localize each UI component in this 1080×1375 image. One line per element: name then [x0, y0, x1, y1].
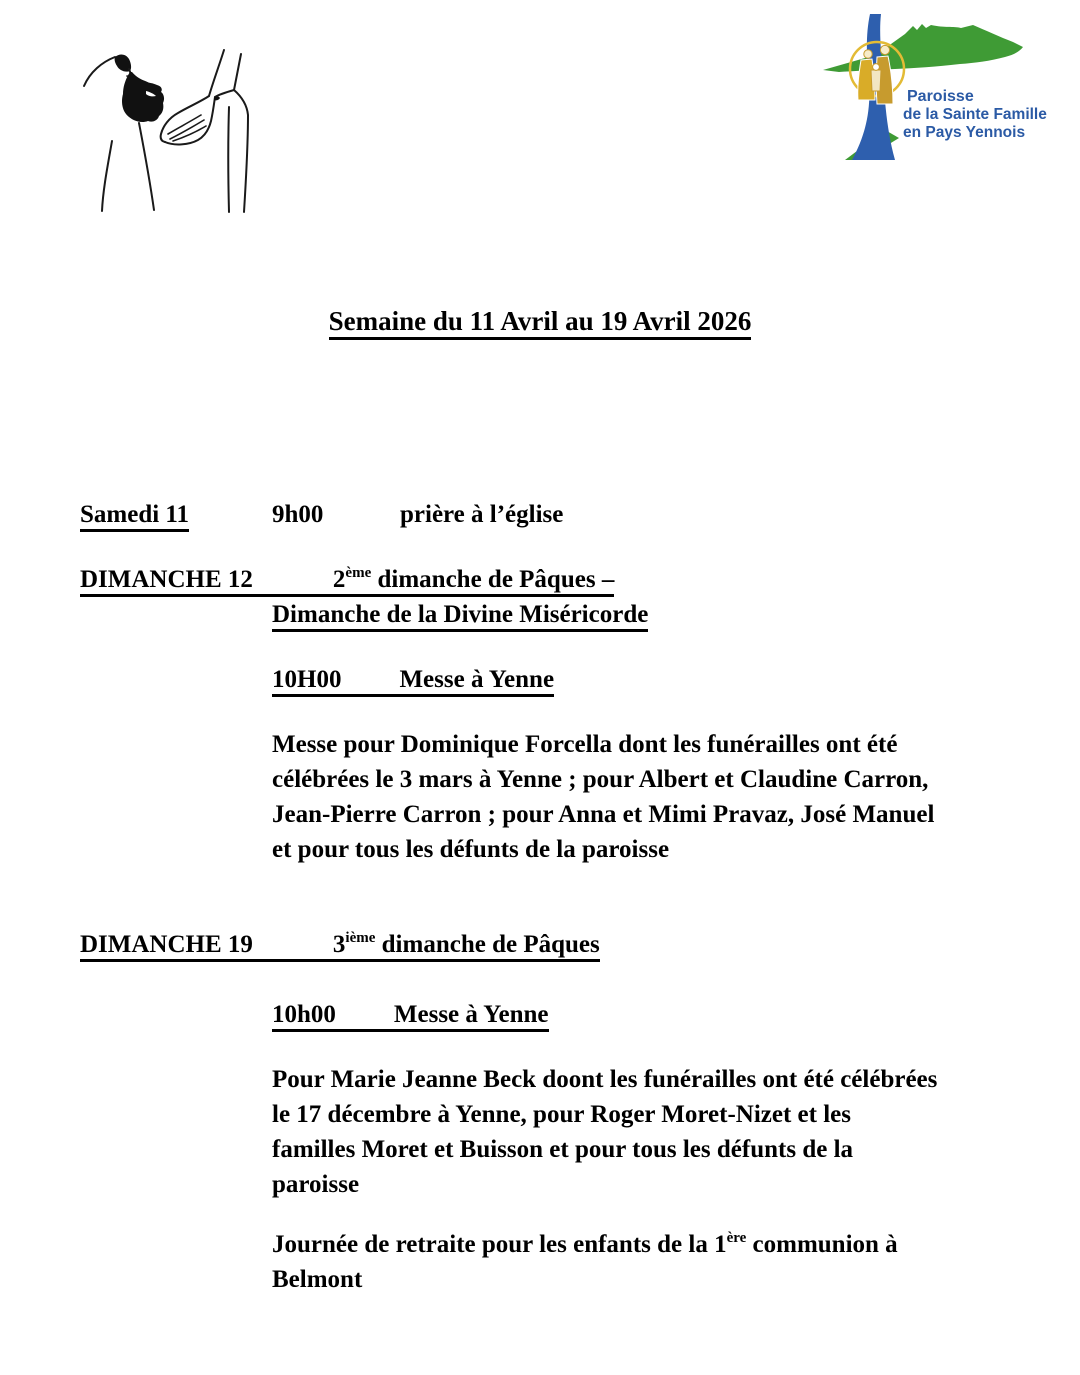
sunday12-day-label: DIMANCHE 12	[80, 566, 253, 593]
sunday19-mass-event: Messe à Yenne	[393, 1001, 549, 1028]
saturday-day-label: Samedi 11	[80, 497, 189, 532]
retreat-note	[272, 1227, 898, 1297]
intention-line: célébrées le 3 mars à Yenne ; pour Albert et Claudine Carron,	[272, 766, 929, 793]
sunday12-heading-sup: ème	[345, 565, 372, 581]
sunday19-intentions	[272, 1062, 937, 1202]
retreat-note-line2: Belmont	[272, 1266, 363, 1293]
intention-line: Messe pour Dominique Forcella dont les funérailles ont été	[272, 731, 898, 758]
sunday19-mass-time: 10h00	[272, 1001, 336, 1028]
saturday-time: 9h00	[272, 501, 324, 528]
retreat-note-line1: Journée de retraite pour les enfants de la 1ère communion à	[272, 1230, 898, 1258]
sunday12-heading-num: 2	[332, 566, 346, 593]
parish-logo	[795, 12, 1060, 160]
saturday-event: prière à l’église	[400, 501, 564, 528]
intention-line: et pour tous les défunts de la paroisse	[272, 836, 670, 863]
intention-line: familles Moret et Buisson et pour tous les défunts de la	[272, 1136, 854, 1163]
sunday12-mass-row	[272, 662, 554, 697]
sunday12-heading-line2: Dimanche de la Divine Miséricorde	[272, 597, 648, 632]
jesus-offering-hand-drawing-icon	[62, 24, 310, 236]
week-title-row	[0, 303, 1080, 340]
logo-mountain-shape	[823, 24, 1023, 72]
sunday12-mass-time: 10H00	[272, 666, 342, 693]
intention-line: le 17 décembre à Yenne, pour Roger Moret-Nizet et les	[272, 1101, 852, 1128]
sunday12-mass-event: Messe à Yenne	[399, 666, 555, 693]
logo-text-line2: de la Sainte Famille	[903, 106, 1047, 123]
sunday19-heading-num: 3	[332, 931, 346, 958]
logo-text-line3: en Pays Yennois	[903, 124, 1026, 141]
sunday19-heading-rest: dimanche de Pâques	[375, 931, 600, 958]
sunday19-heading-sup: ième	[345, 930, 376, 946]
logo-text-line1: Paroisse	[907, 88, 974, 105]
sunday12-heading-rest: dimanche de Pâques –	[371, 566, 615, 593]
sunday19-heading	[80, 927, 600, 962]
intention-line: Jean-Pierre Carron ; pour Anna et Mimi Pravaz, José Manuel	[272, 801, 935, 828]
sunday19-day-label: DIMANCHE 19	[80, 931, 253, 958]
sunday12-intentions	[272, 727, 934, 867]
intention-line: Pour Marie Jeanne Beck doont les funérailles ont été célébrées	[272, 1066, 938, 1093]
sunday19-mass-row	[272, 997, 549, 1032]
intention-line: paroisse	[272, 1171, 360, 1198]
sunday12-heading	[80, 562, 614, 597]
page-title: Semaine du 11 Avril au 19 Avril 2026	[329, 306, 752, 340]
